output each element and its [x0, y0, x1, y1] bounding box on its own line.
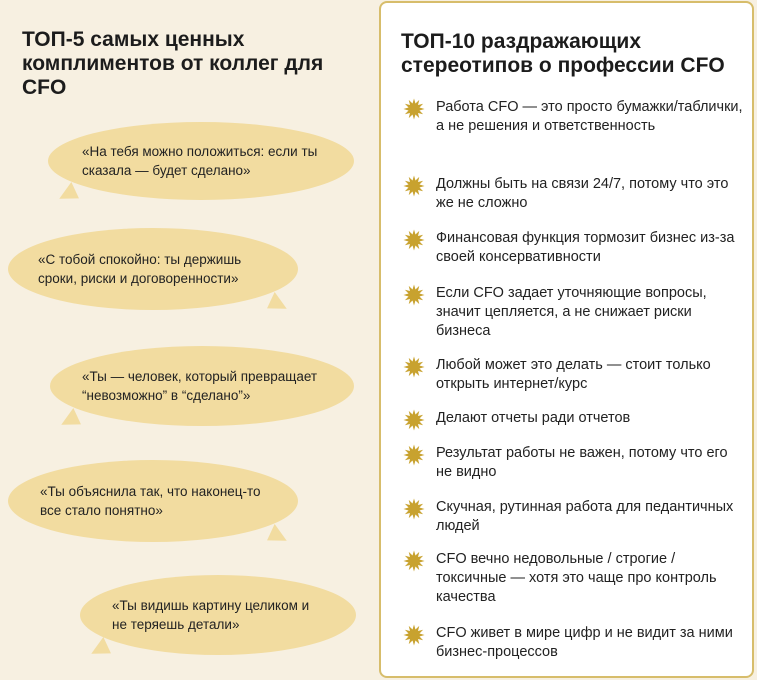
stereotype-text: Если CFO задает уточняющие вопросы, значит цепляется, а не снижает риски бизнеса — [436, 285, 707, 339]
compliments-title: ТОП-5 самых ценных комплиментов от коллег для CFO — [22, 28, 324, 99]
compliment-text: «Ты — человек, который превращает “невозможно” в “сделано”» — [82, 369, 318, 403]
compliment-text: «С тобой спокойно: ты держишь сроки, риски и договоренности» — [38, 252, 242, 286]
stereotype-text: Финансовая функция тормозит бизнес из-за своей консервативности — [436, 230, 735, 265]
star-burst-icon — [403, 550, 425, 572]
stereotype-text: Работа CFO — это просто бумажки/таблички, а не решения и ответственность — [436, 99, 743, 134]
stereotype-text: Любой может это делать — стоит только открыть интернет/курс — [436, 357, 711, 392]
star-burst-icon — [403, 624, 425, 646]
star-burst-icon — [403, 444, 425, 466]
compliment-bubble-1 — [48, 122, 354, 200]
compliment-text: «Ты видишь картину целиком и не теряешь детали» — [112, 598, 310, 632]
star-burst-icon — [403, 175, 425, 197]
star-burst-icon — [403, 284, 425, 306]
stereotype-text: CFO живет в мире цифр и не видит за ними бизнес-процессов — [436, 625, 733, 660]
compliment-text: «Ты объяснила так, что наконец-то все стало понятно» — [40, 484, 261, 518]
stereotype-text: Должны быть на связи 24/7, потому что это же не сложно — [436, 176, 729, 211]
compliment-bubble-5 — [80, 575, 356, 655]
bubble-tail — [55, 182, 79, 206]
stereotype-text: CFO вечно недовольные / строгие / токсичные — хотя это чаще про контроль качества — [436, 551, 717, 605]
stereotypes-panel — [379, 1, 754, 678]
star-burst-icon — [403, 98, 425, 120]
bubble-tail — [87, 637, 111, 661]
compliment-bubble-2 — [8, 228, 298, 310]
stereotype-text: Результат работы не важен, потому что его не видно — [436, 445, 728, 480]
stereotype-text: Скучная, рутинная работа для педантичных людей — [436, 499, 734, 534]
bubble-tail — [267, 292, 291, 316]
stereotype-text: Делают отчеты ради отчетов — [436, 410, 631, 426]
star-burst-icon — [403, 498, 425, 520]
star-burst-icon — [403, 409, 425, 431]
compliment-bubble-3 — [50, 346, 354, 426]
compliment-text: «На тебя можно положиться: если ты сказала — будет сделано» — [82, 144, 318, 178]
star-burst-icon — [403, 356, 425, 378]
star-burst-icon — [403, 229, 425, 251]
bubble-tail — [267, 524, 291, 548]
bubble-tail — [57, 408, 81, 432]
stereotypes-title: ТОП-10 раздражающих стереотипов о профессии CFO — [401, 30, 725, 77]
compliment-bubble-4 — [8, 460, 298, 542]
